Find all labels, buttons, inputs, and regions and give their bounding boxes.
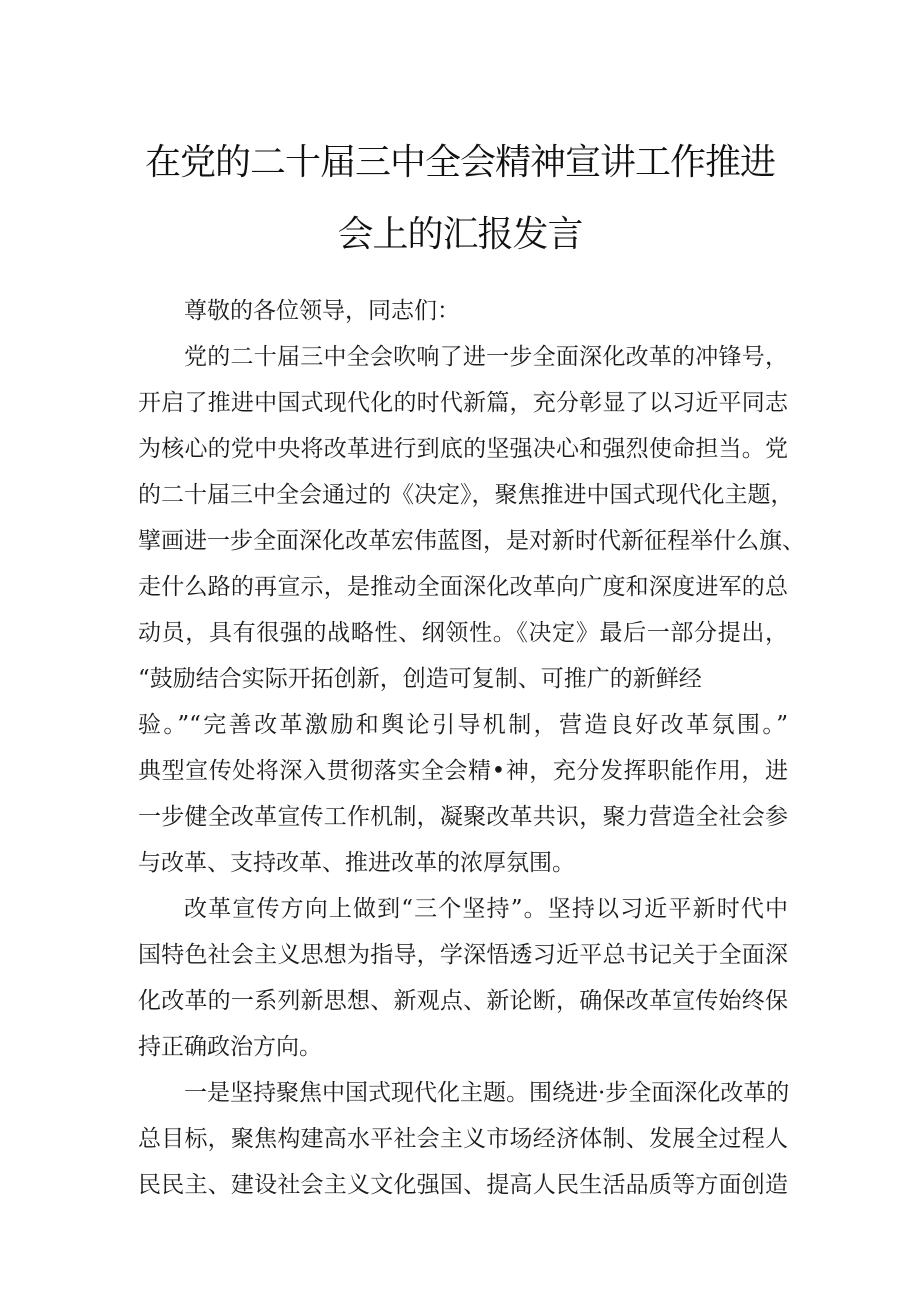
paragraph-line: 与改革、支持改革、推进改革的浓厚氛围。 (138, 850, 575, 876)
document-title-line-1: 在党的二十届三中全会精神宣讲工作推进 (144, 142, 775, 183)
paragraph-line: 化改革的一系列新思想、新观点、新论断，确保改革宣传始终保 (138, 988, 788, 1014)
salutation: 尊敬的各位领导，同志们： (184, 298, 460, 324)
paragraph-line: 一步健全改革宣传工作机制，凝聚改革共识，聚力营造全社会参 (138, 804, 788, 830)
paragraph-line: 擘画进一步全面深化改革宏伟蓝图，是对新时代新征程举什么旗、 (138, 528, 805, 554)
paragraph-line: 动员，具有很强的战略性、纲领性。《决定》最后一部分提出， (138, 620, 788, 646)
paragraph-line: 为核心的党中央将改革进行到底的坚强决心和强烈使命担当。党 (138, 436, 788, 462)
paragraph-line: 持正确政治方向。 (138, 1034, 322, 1060)
paragraph-line: 改革宣传方向上做到“三个坚持”。坚持以习近平新时代中 (184, 896, 788, 922)
paragraph-line: 典型宣传处将深入贯彻落实全会精•神，充分发挥职能作用，进 (138, 758, 788, 784)
paragraph-line: 验。”“完善改革激励和舆论引导机制，营造良好改革氛围。” (138, 712, 788, 738)
paragraph-line: “鼓励结合实际开拓创新，创造可复制、可推广的新鲜经 (138, 666, 702, 692)
paragraph-line: 总目标，聚焦构建高水平社会主义市场经济体制、发展全过程人 (138, 1126, 788, 1152)
paragraph-line: 的二十届三中全会通过的《决定》，聚焦推进中国式现代化主题， (138, 482, 794, 508)
paragraph-line: 走什么路的再宣示，是推动全面深化改革向广度和深度进军的总 (138, 574, 788, 600)
document-title-line-2: 会上的汇报发言 (337, 214, 583, 255)
paragraph-line: 一是坚持聚焦中国式现代化主题。围绕进·步全面深化改革的 (184, 1080, 790, 1106)
paragraph-line: 民民主、建设社会主义文化强国、提高人民生活品质等方面创造 (138, 1172, 788, 1198)
paragraph-line: 开启了推进中国式现代化的时代新篇，充分彰显了以习近平同志 (138, 390, 788, 416)
paragraph-line: 党的二十届三中全会吹响了进一步全面深化改革的冲锋号， (184, 344, 788, 370)
paragraph-line: 国特色社会主义思想为指导，学深悟透习近平总书记关于全面深 (138, 942, 788, 968)
